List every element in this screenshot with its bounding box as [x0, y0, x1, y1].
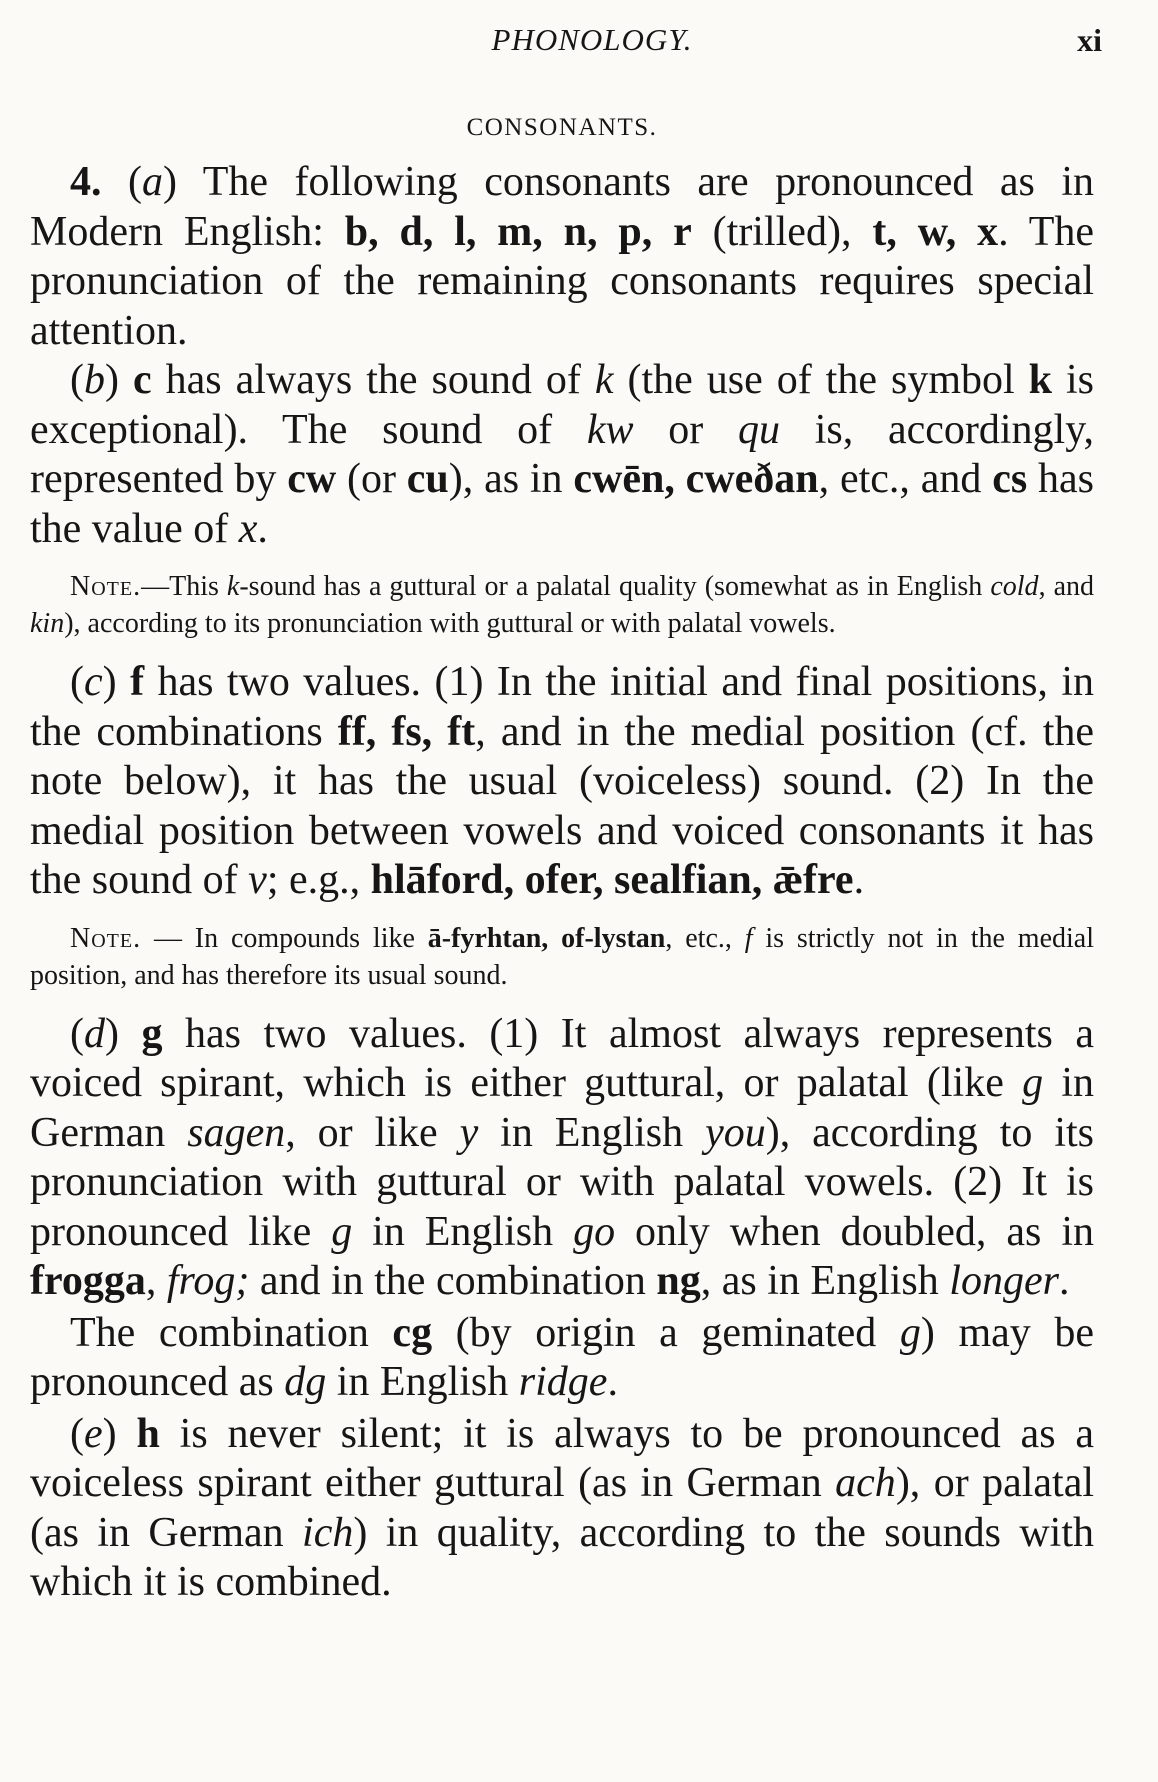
note-k-sound: Note.—This k-sound has a guttural or a palatal quality (somewhat as in English cold, and kin), according to its pronunciation with guttural or with palatal vowels. — [30, 571, 1095, 639]
para-label: (c) — [70, 659, 117, 705]
paragraph-4e: (e) h is never silent; it is always to be pronounced as a voiceless spirant either guttural (as in German ach), or palatal (as in German ich) in quality, according to the sounds with which it is combined. — [30, 1410, 1094, 1605]
section-number: 4. — [70, 159, 102, 205]
para-label: (e) — [70, 1410, 117, 1457]
note-compounds: Note. — In compounds like ā-fyrhtan, of-lystan, etc., f is strictly not in the medial position, and has therefore its usual sound. — [30, 922, 1095, 991]
para-label: (b) — [70, 357, 119, 403]
paragraph-4a: 4. (a) The following consonants are pronounced as in Modern English: b, d, l, m, n, p, r (trilled), t, w, x. The pronunciation of the remaining consonants requires special attention. — [30, 159, 1095, 354]
paragraph-4c: (c) f has two values. (1) In the initial and final positions, in the combinations ff, fs, ft, and in the medial position (cf. the note below), it has the usual (voiceless) sound. (2) In the medial position between vowels and voiced consonants it has the sound of v; e.g., hlāford, ofer, sealfian, ǣfre. — [30, 659, 1094, 903]
running-header — [30, 22, 1102, 62]
paragraph-4d: (d) g has two values. (1) It almost always represents a voiced spirant, which is either guttural, or palatal (like g in German sagen, or like y in English you), according to its pronunciation with guttural or with palatal vowels. (2) It is pronounced like g in English go only when doubled, as in frogga, frog; and in the combination ng, as in English longer. — [30, 1010, 1095, 1304]
paragraph-4d-cg: The combination cg (by origin a geminated g) may be pronounced as dg in English ridge. — [30, 1309, 1094, 1405]
page-number: xi — [1077, 22, 1102, 58]
running-title: PHONOLOGY. — [491, 22, 693, 57]
section-title: CONSONANTS. — [466, 114, 658, 141]
para-label: (a) — [127, 159, 177, 205]
paragraph-4b: (b) c has always the sound of k (the use of the symbol k is exceptional). The sound of kw or qu is, accordingly, represented by cw (or cu), as in cwēn, cweðan, etc., and cs has the value of x. — [30, 357, 1094, 552]
para-label: (d) — [70, 1010, 119, 1057]
